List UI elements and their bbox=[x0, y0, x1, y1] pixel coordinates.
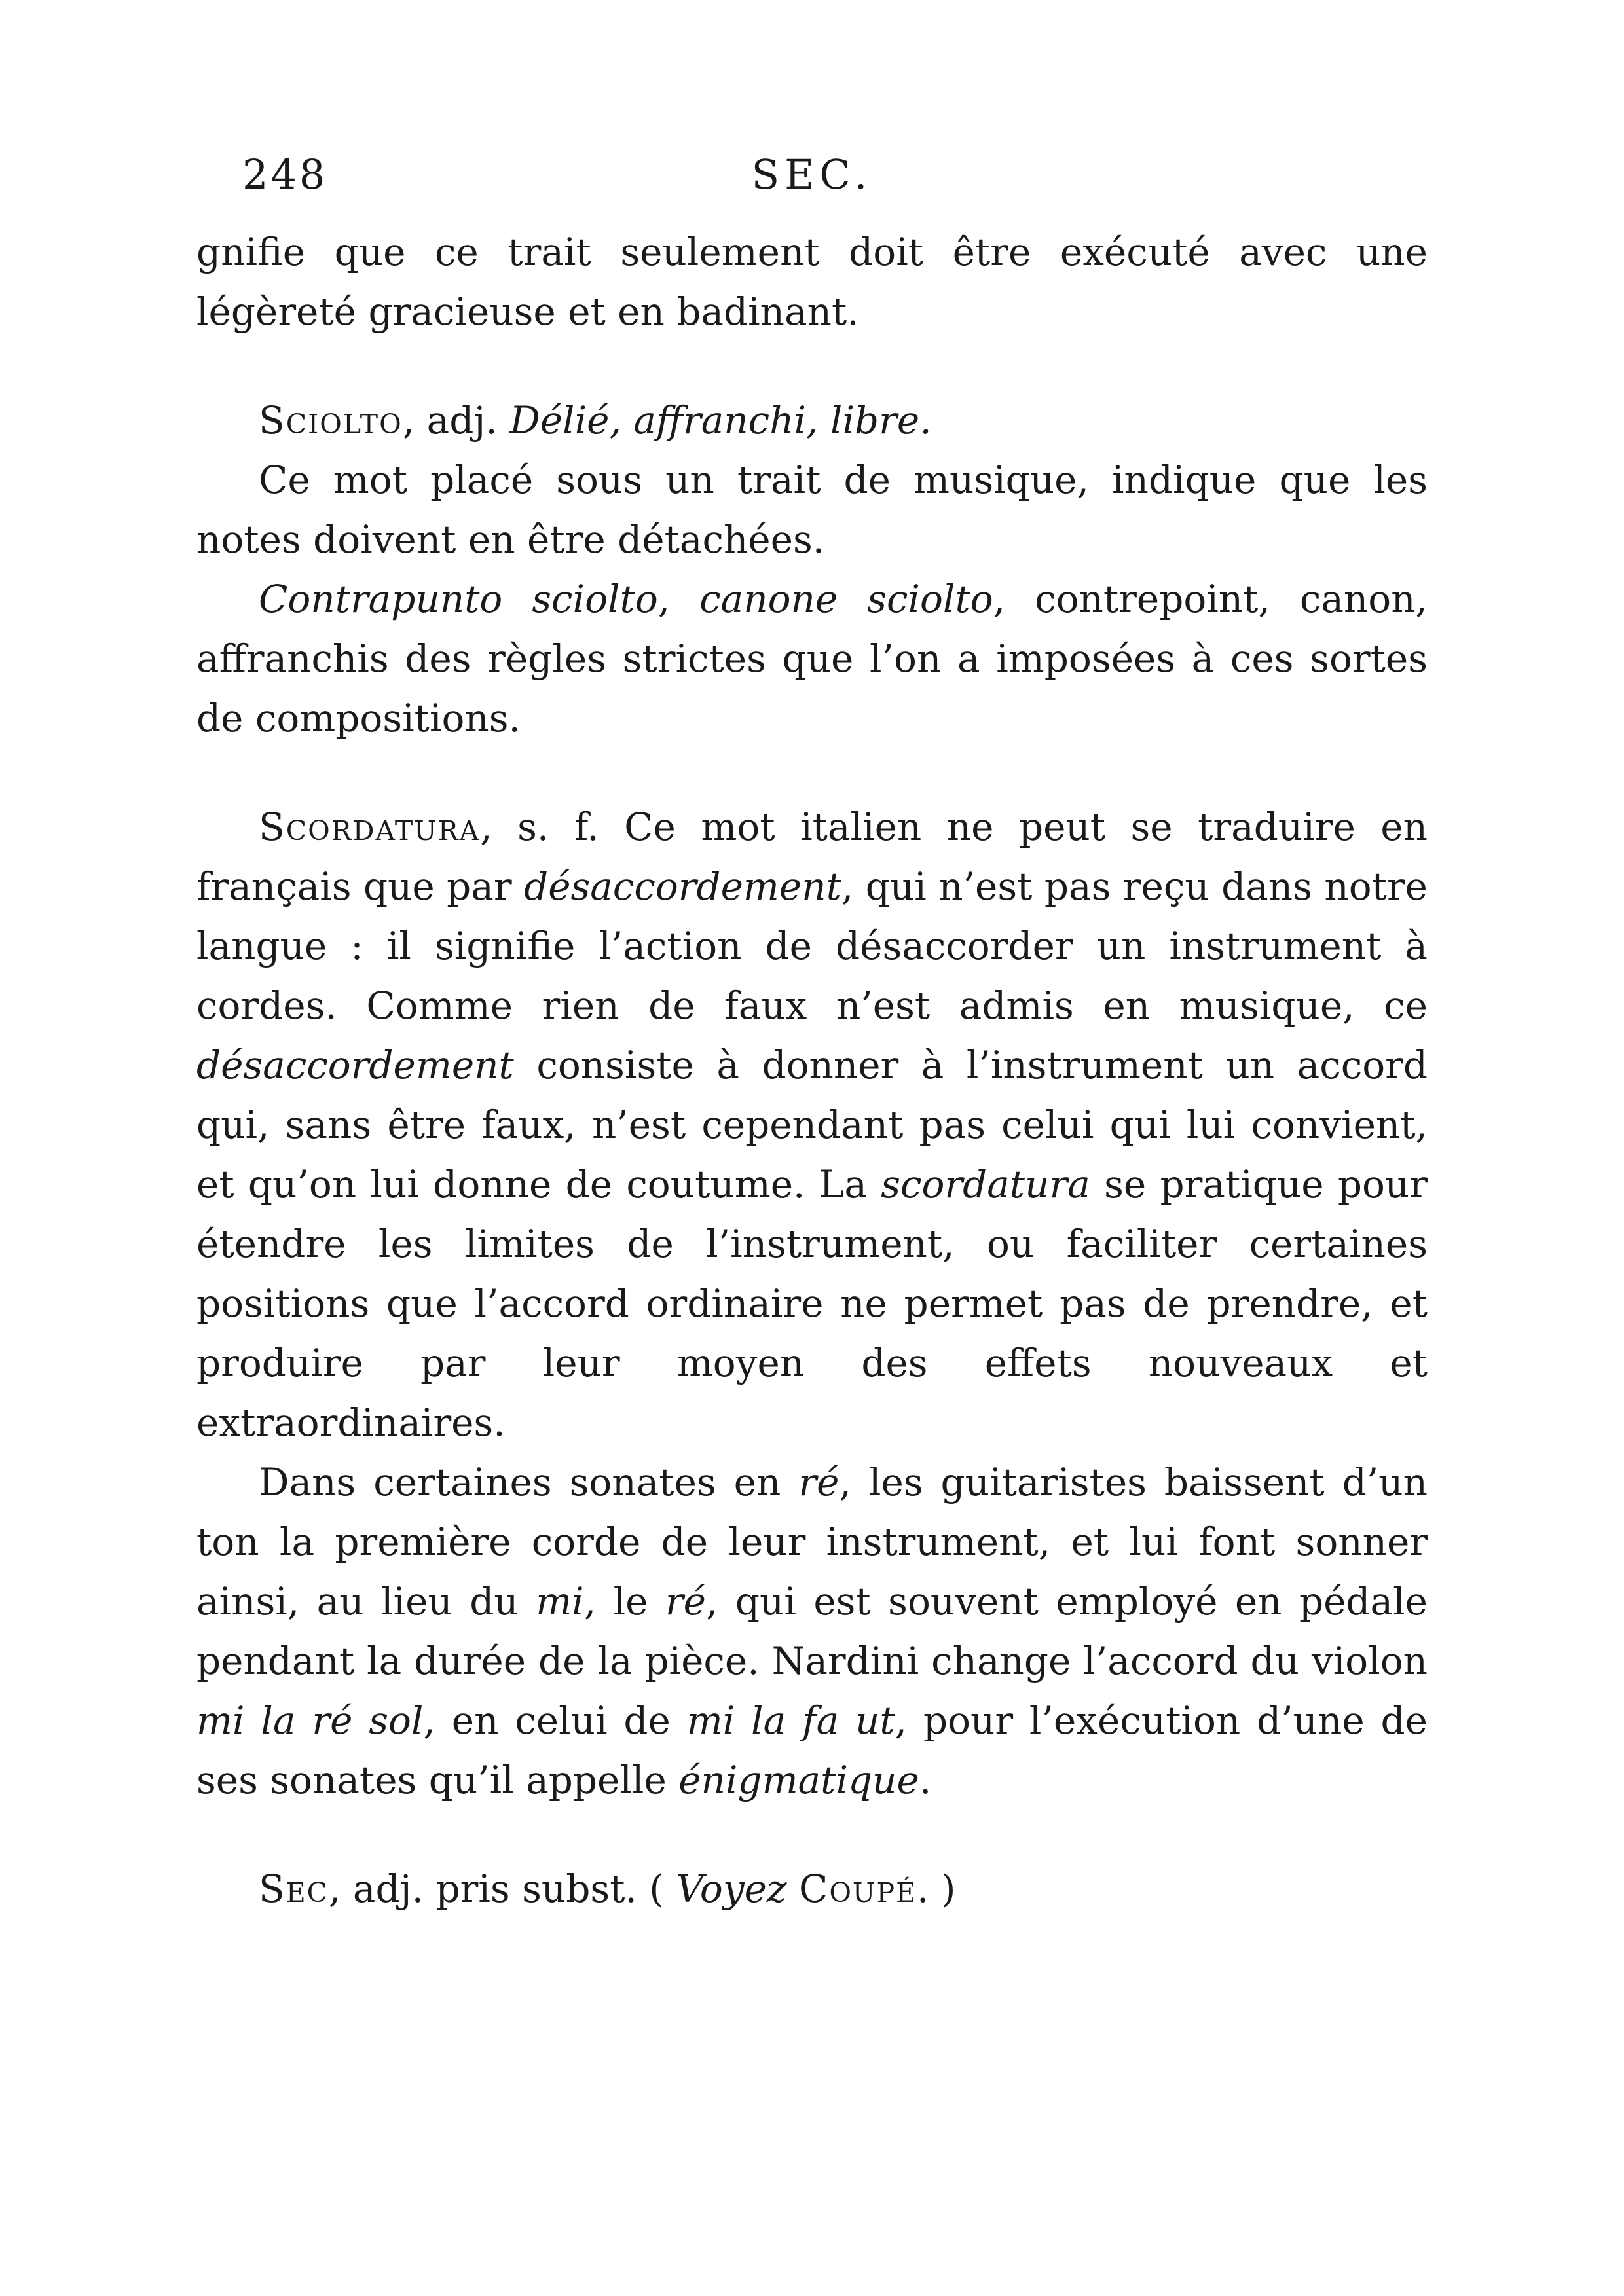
sec-t3: . ) bbox=[917, 1867, 956, 1911]
scordatura-paragraph-1 bbox=[196, 797, 1428, 1453]
scordatura-t2: , qui n’est pas reçu dans notre langue : il signifie l’action de désaccorder un instrument à cordes. Comme rien de faux n’est admis en musique, ce bbox=[196, 864, 1428, 1028]
scordatura-it1: désaccordement bbox=[524, 864, 841, 909]
scordatura-t3: consiste à donner à l’instrument un accord qui, sans être faux, n’est cependant pas celui qui lui convient, et qu’on lui donne de coutume. La bbox=[196, 1043, 1428, 1207]
sciolto-paragraph-2 bbox=[196, 570, 1428, 748]
sciolto-p2-rest: , contrepoint, canon, affranchis des règles strictes que l’on a imposées à ces sortes de compositions. bbox=[196, 577, 1428, 740]
page-header bbox=[196, 151, 1428, 223]
scordatura-p2-t3: , le bbox=[583, 1579, 665, 1624]
scordatura-p2-t2: , les guitaristes baissent d’un ton la première corde de leur instrument, et lui font sonner ainsi, au lieu du bbox=[196, 1460, 1428, 1624]
sciolto-italic-1: Contrapunto sciolto bbox=[259, 577, 658, 621]
sciolto-italic-2: canone sciolto bbox=[699, 577, 993, 621]
sec-it1: Voyez bbox=[676, 1867, 787, 1911]
sciolto-paragraph-1: Ce mot placé sous un trait de musique, indique que les notes doivent en être détachées. bbox=[196, 458, 1428, 562]
headword-sec: Sec bbox=[259, 1867, 329, 1911]
scordatura-p2-t1: Dans certaines sonates en bbox=[259, 1460, 799, 1504]
scordatura-p2-t5: , en celui de bbox=[423, 1698, 687, 1743]
scordatura-p2-it6: énigmatique bbox=[678, 1758, 919, 1802]
sciolto-sep: , bbox=[657, 577, 700, 621]
scordatura-p2-t6: , pour l’exécution d’une de ses sonates qu’il appelle bbox=[196, 1698, 1428, 1802]
scordatura-p2-it5: mi la fa ut bbox=[686, 1698, 895, 1743]
scordatura-it2: désaccordement bbox=[196, 1043, 514, 1087]
sec-t2 bbox=[787, 1867, 799, 1911]
scordatura-p2-t4: , qui est souvent employé en pédale pendant la durée de la pièce. Nardini change l’accord du violon bbox=[196, 1579, 1428, 1683]
entry-sciolto-heading bbox=[196, 391, 1428, 450]
scordatura-p2-it2: mi bbox=[536, 1579, 584, 1624]
headword-scordatura: Scordatura bbox=[259, 805, 481, 849]
page-number: 248 bbox=[242, 151, 328, 198]
scordatura-t4: se pratique pour étendre les limites de l’instrument, ou faciliter certaines positions que l’accord ordinaire ne permet pas de prendre, et produire par leur moyen des effets nouveaux et extraordinaires. bbox=[196, 1162, 1428, 1445]
headword-sciolto: Sciolto bbox=[259, 398, 403, 443]
scordatura-paragraph-2 bbox=[196, 1453, 1428, 1810]
scordatura-it3: scordatura bbox=[881, 1162, 1090, 1207]
page bbox=[196, 151, 1428, 1919]
sec-t1: , adj. pris subst. ( bbox=[329, 1867, 676, 1911]
entry-sec bbox=[196, 1859, 1428, 1919]
running-head: SEC. bbox=[751, 151, 873, 198]
scordatura-p2-t7: . bbox=[919, 1758, 932, 1802]
scordatura-p2-it4: mi la ré sol bbox=[196, 1698, 424, 1743]
sciolto-pos: , adj. bbox=[402, 398, 498, 443]
sciolto-translation: Délié, affranchi, libre. bbox=[509, 398, 932, 443]
continuation-paragraph: gnifie que ce trait seulement doit être exécuté avec une légèreté gracieuse et en badinant. bbox=[196, 230, 1428, 334]
sec-cross-reference: Coupé bbox=[798, 1867, 917, 1911]
scordatura-t1: , s. f. Ce mot italien ne peut se traduire en français que par bbox=[196, 805, 1428, 909]
scordatura-p2-it1: ré bbox=[798, 1460, 840, 1504]
scordatura-p2-it3: ré bbox=[665, 1579, 706, 1624]
